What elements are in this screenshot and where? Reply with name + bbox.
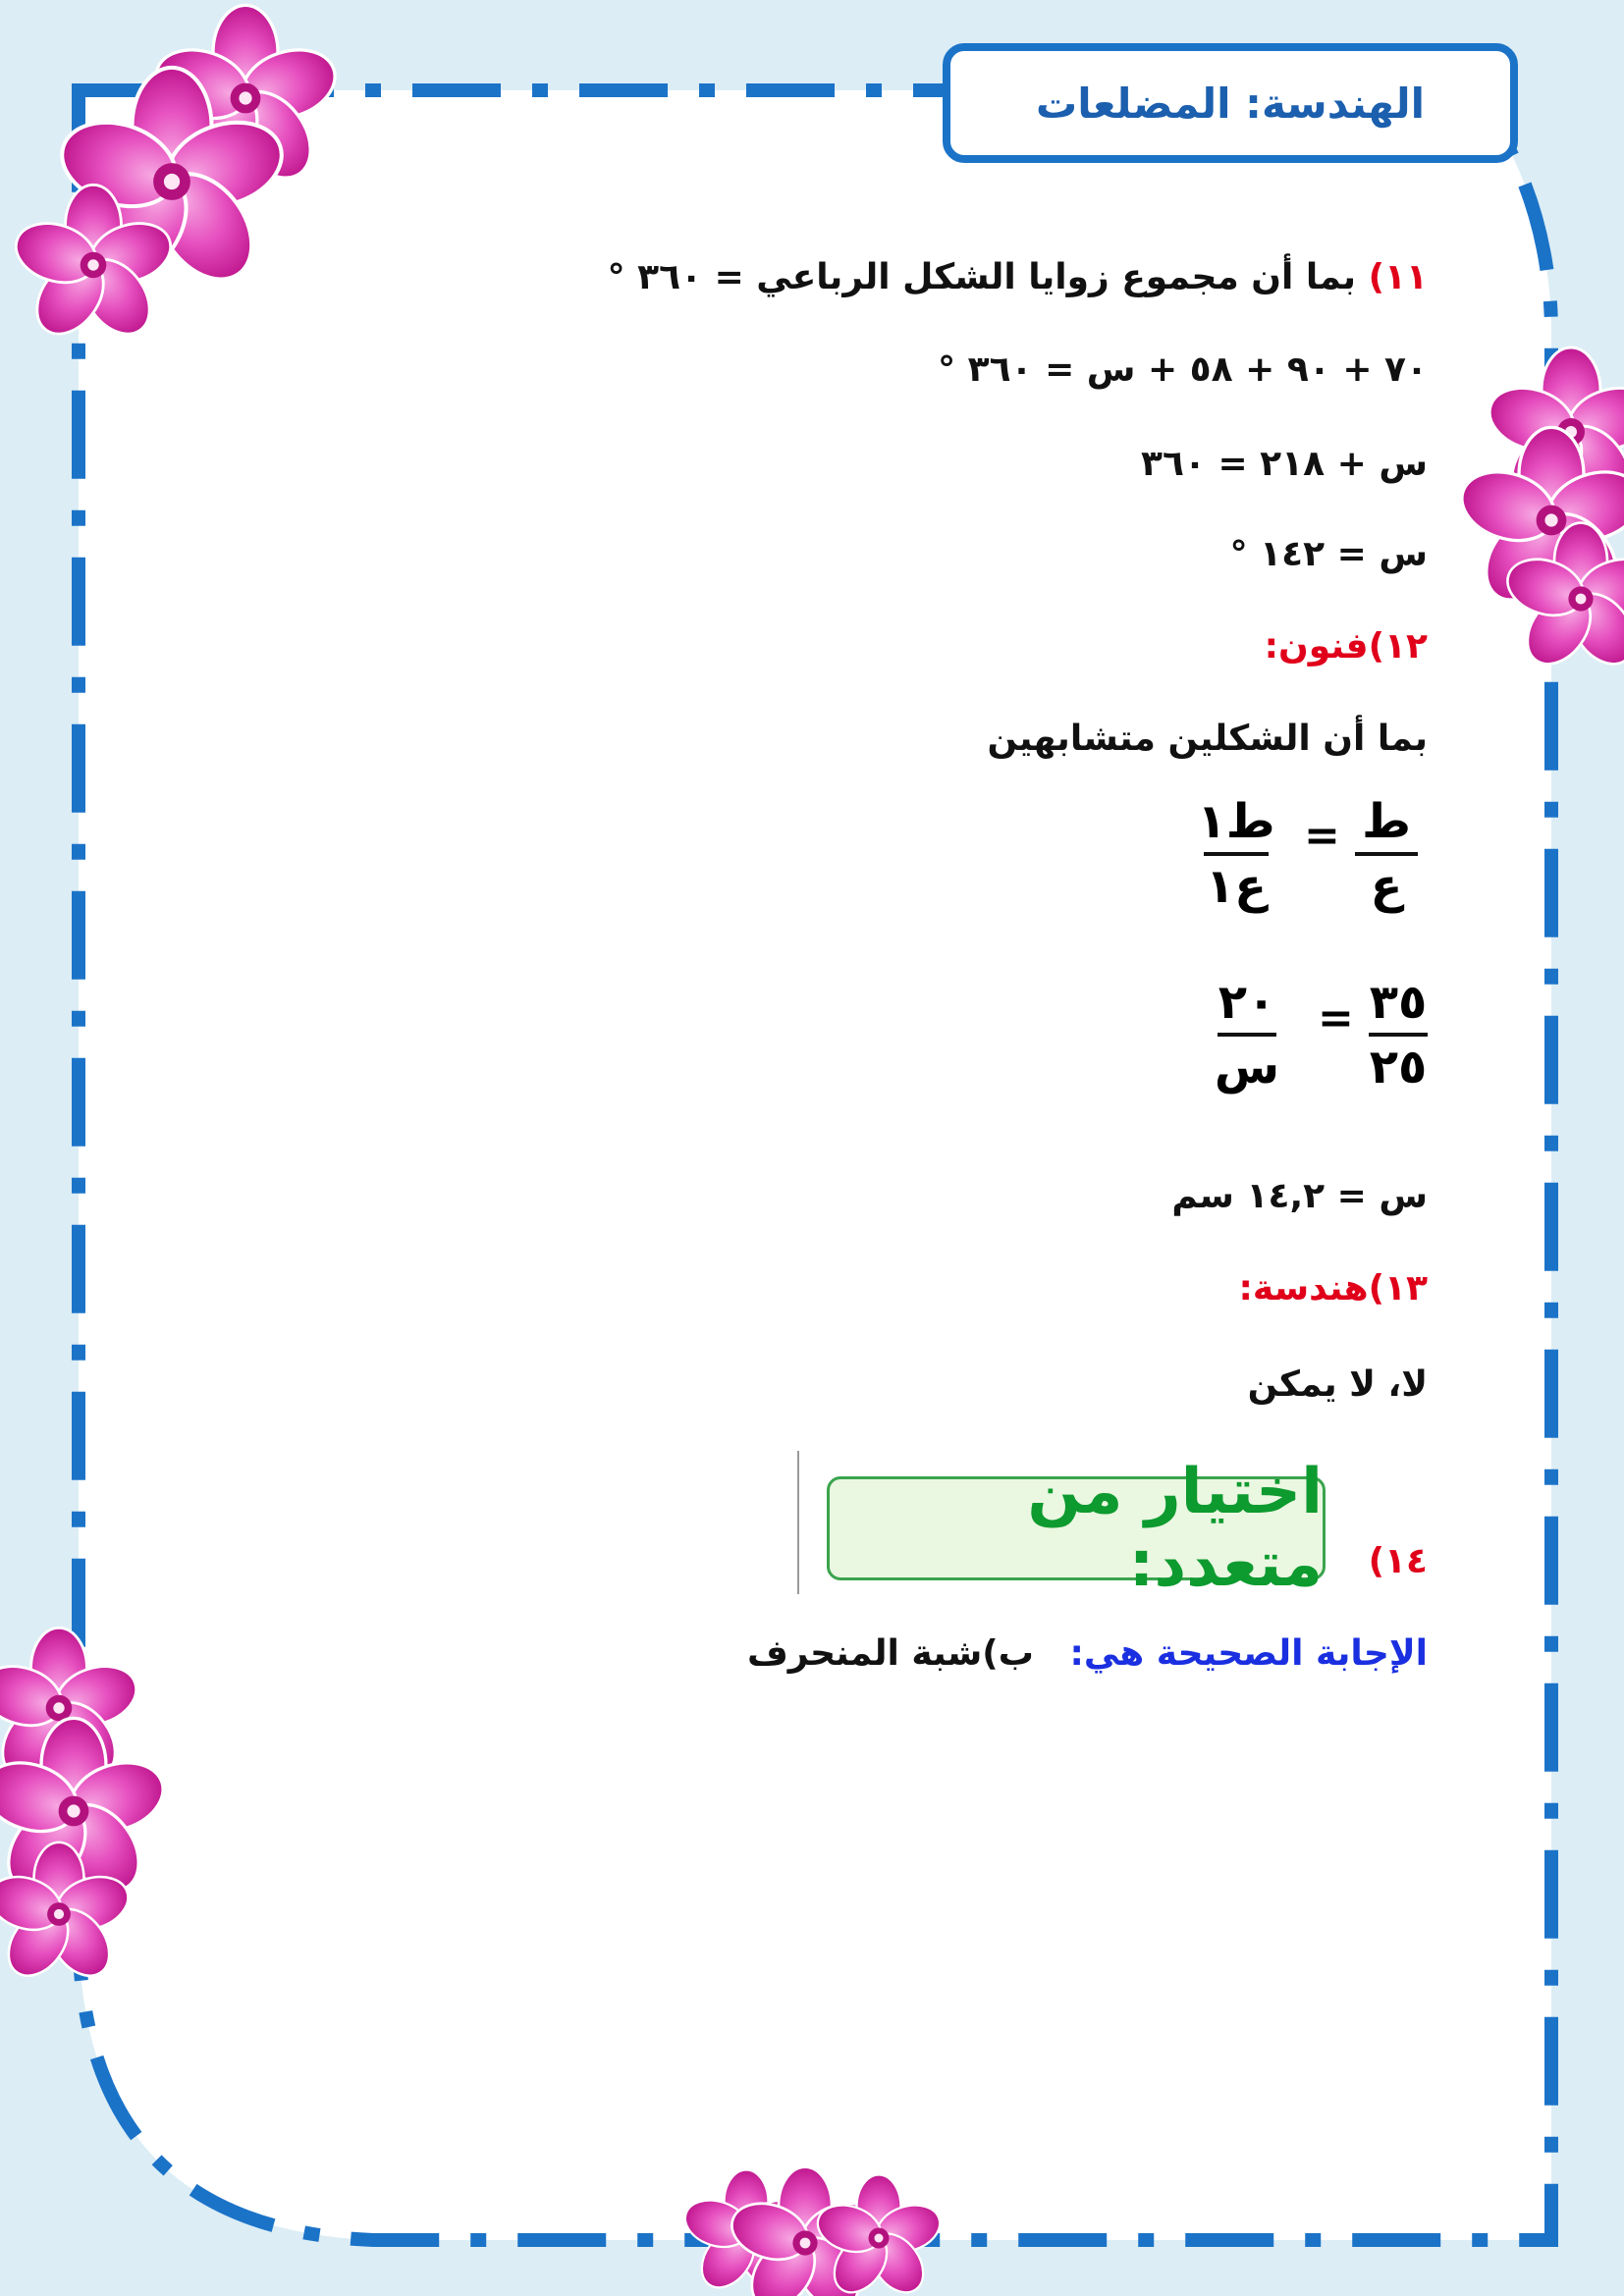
q12-frac1-right <box>1197 793 1275 915</box>
page-title: الهندسة: المضلعات <box>1035 79 1426 128</box>
q14-answer-value: ب)شبة المنحرف <box>746 1633 1034 1674</box>
page-area <box>79 90 1551 2240</box>
q11-line4: س = ١٤٢ ° <box>1229 534 1428 574</box>
divider-line <box>797 1451 799 1594</box>
q13-heading <box>1239 1268 1429 1308</box>
frac-denominator: ع <box>1370 859 1403 914</box>
q14-heading: اختيار من متعدد: <box>1027 1456 1323 1601</box>
q11-number: ١١) <box>1368 257 1428 297</box>
q11-line1 <box>608 257 1428 297</box>
frac-denominator: ع١ <box>1205 859 1268 914</box>
fraction-bar <box>1355 852 1418 856</box>
equals-sign: = <box>1318 993 1354 1043</box>
header-title-box <box>943 43 1518 163</box>
q12-frac2-right <box>1214 974 1280 1095</box>
q13-answer: لا، لا يمكن <box>1247 1364 1428 1405</box>
fraction-bar <box>1218 1033 1276 1037</box>
q11-statement: بما أن مجموع زوايا الشكل الرباعي = ٣٦٠ ° <box>607 257 1357 297</box>
q12-frac1-left <box>1355 793 1418 915</box>
q13-label: هندسة: <box>1238 1268 1369 1308</box>
q11-line3: س + ٢١٨ = ٣٦٠ <box>1141 444 1428 484</box>
q13-number: ١٣) <box>1368 1268 1428 1308</box>
frac-denominator: ٢٥ <box>1369 1040 1428 1095</box>
q12-frac2-left <box>1369 974 1428 1095</box>
fraction-bar <box>1369 1033 1428 1037</box>
frac-numerator: ٣٥ <box>1369 975 1428 1030</box>
q14-number: ١٤) <box>1368 1541 1428 1581</box>
q12-result: س = ١٤,٢ سم <box>1171 1176 1428 1216</box>
q12-label: فنون: <box>1264 626 1369 667</box>
q12-line1: بما أن الشكلين متشابهين <box>987 719 1428 759</box>
equals-sign: = <box>1304 811 1340 861</box>
q14-answer-line <box>747 1633 1428 1674</box>
fraction-bar <box>1204 852 1269 856</box>
frac-numerator: ط <box>1362 794 1411 849</box>
frac-numerator: ٢٠ <box>1218 975 1276 1030</box>
q11-line2: ٧٠ + ٩٠ + ٥٨ + س = ٣٦٠ ° <box>938 349 1428 390</box>
q12-number: ١٢) <box>1368 626 1428 667</box>
q14-answer-label: الإجابة الصحيحة هي: <box>1069 1633 1428 1674</box>
q12-heading <box>1265 626 1428 667</box>
frac-denominator: س <box>1214 1040 1280 1095</box>
frac-numerator: ط١ <box>1197 794 1275 849</box>
q14-heading-box <box>827 1456 1326 1601</box>
